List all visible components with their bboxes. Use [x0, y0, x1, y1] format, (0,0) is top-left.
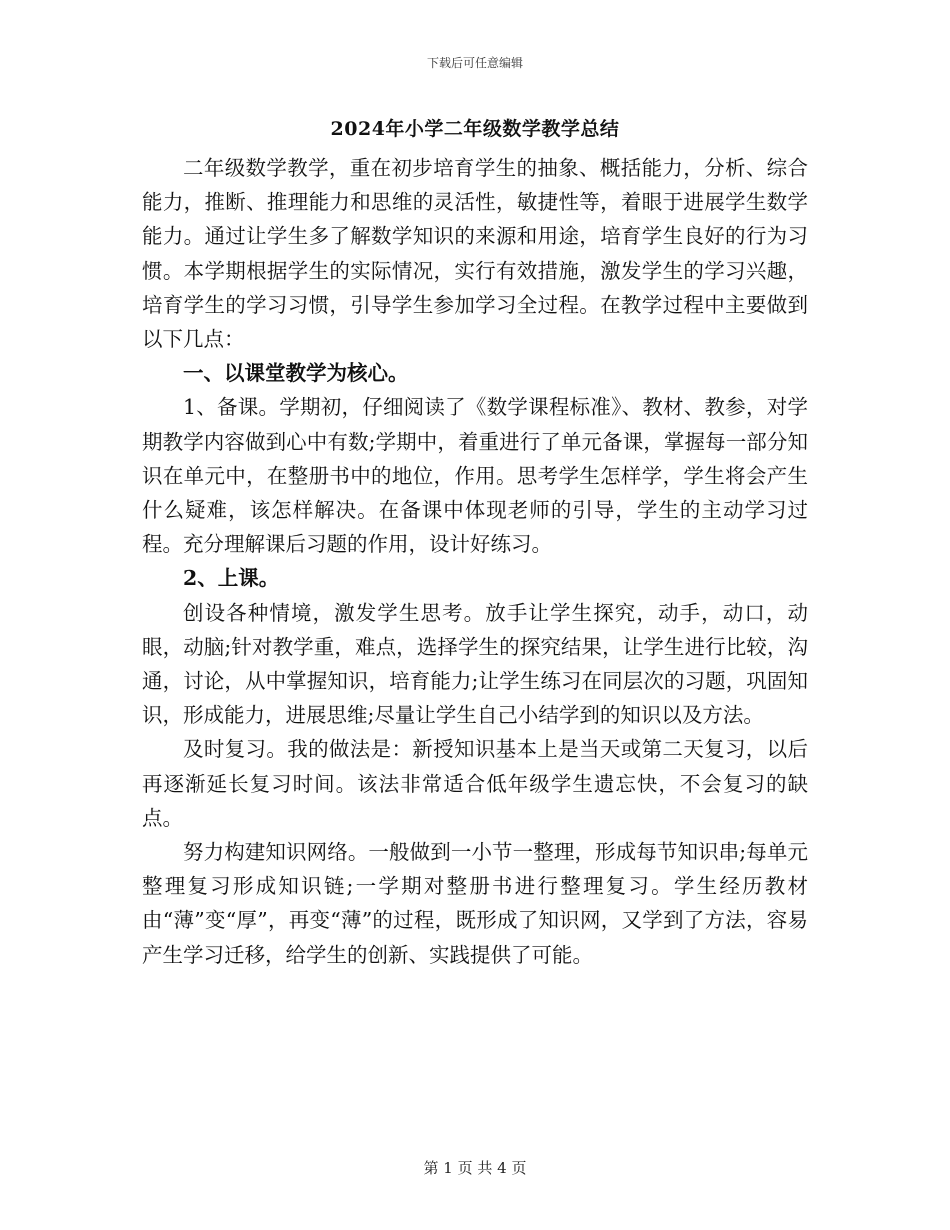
subsection-heading-2: 2、上课。: [183, 566, 280, 591]
paragraph-intro: 二年级数学教学，重在初步培育学生的抽象、概括能力，分析、综合能力，推断、推理能力和思维的灵活性，敏捷性等，着眼于进展学生数学能力。通过让学生多了解数学知识的来源和用途，培育学生良好的行为习惯。本学期根据学生的实际情况，实行有效措施，激发学生的学习兴趣，培育学生的学习习惯，引导学生参加学习全过程。在教学过程中主要做到以下几点：: [142, 156, 808, 352]
section-heading-1: 一、以课堂教学为核心。: [183, 361, 409, 386]
document-title: 2024年小学二年级数学教学总结: [330, 118, 620, 140]
document-body: [142, 151, 808, 972]
paragraph-class: 创设各种情境，激发学生思考。放手让学生探究，动手，动口，动眼，动脑;针对教学重，难点，选择学生的探究结果，让学生进行比较，沟通，讨论，从中掌握知识，培育能力;让学生练习在同层次的习题，巩固知识，形成能力，进展思维;尽量让学生自己小结学到的知识以及方法。: [142, 600, 808, 728]
paragraph-lesson-prep: 1、备课。学期初，仔细阅读了《数学课程标准》、教材、教参，对学期教学内容做到心中有数;学期中，着重进行了单元备课，掌握每一部分知识在单元中，在整册书中的地位，作用。思考学生怎样学，学生将会产生什么疑难，该怎样解决。在备课中体现老师的引导，学生的主动学习过程。充分理解课后习题的作用，设计好练习。: [142, 395, 808, 557]
paragraph-knowledge-network: 努力构建知识网络。一般做到一小节一整理，形成每节知识串;每单元整理复习形成知识链;一学期对整册书进行整理复习。学生经历教材由“薄”变“厚”，再变“薄”的过程，既形成了知识网，又学到了方法，容易产生学习迁移，给学生的创新、实践提供了可能。: [142, 840, 808, 967]
paragraph-review: 及时复习。我的做法是：新授知识基本上是当天或第二天复习，以后再逐渐延长复习时间。该法非常适合低年级学生遗忘快，不会复习的缺点。: [142, 737, 808, 830]
page-footer: 第 1 页 共 4 页: [423, 1159, 527, 1177]
page-header: 下载后可任意编辑: [426, 56, 523, 70]
